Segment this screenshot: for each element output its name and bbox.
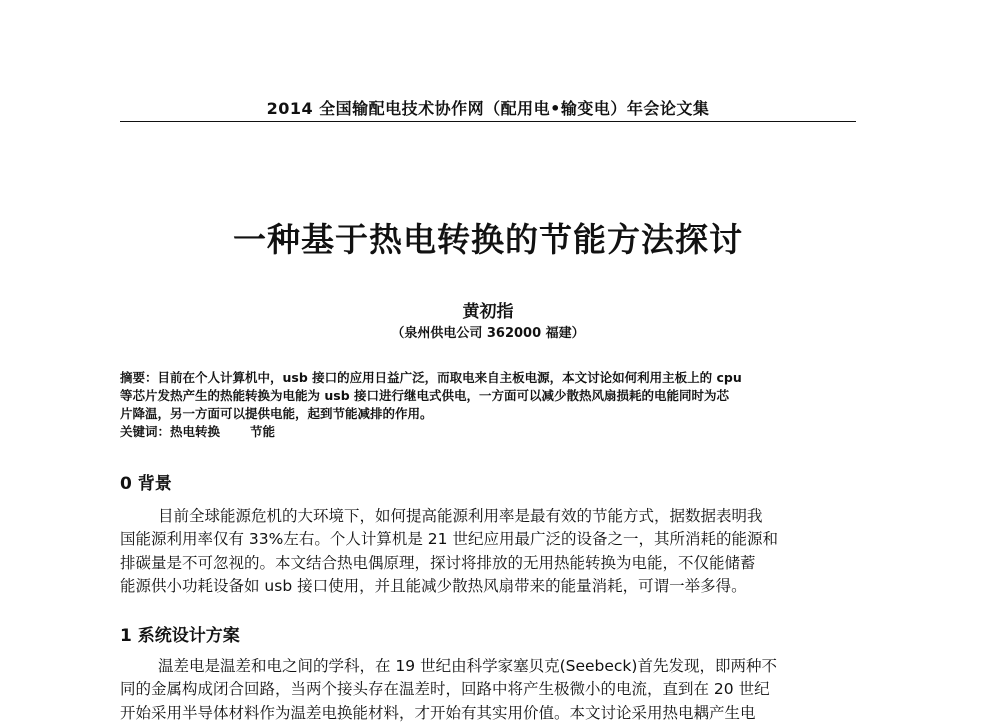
running-head: 2014 全国输配电技术协作网（配用电•输变电）年会论文集 xyxy=(266,99,710,118)
keyword: 节能 xyxy=(250,424,276,439)
body-line: 国能源利用率仅有 33%左右。个人计算机是 21 世纪应用最广泛的设备之一，其所消耗的能源和 xyxy=(120,530,778,549)
keyword: 热电转换 xyxy=(170,424,221,439)
section-body xyxy=(120,655,860,725)
keywords-label: 关键词： xyxy=(120,424,171,439)
body-line: 能源供小功耗设备如 usb 接口使用，并且能减少散热风扇带来的能量消耗，可谓一举多得。 xyxy=(120,576,747,595)
body-line: 排碳量是不可忽视的。本文结合热电偶原理，探讨将排放的无用热能转换为电能，不仅能储蓄 xyxy=(120,553,756,572)
header-rule xyxy=(120,121,856,122)
abstract-block xyxy=(120,369,860,441)
body-line: 开始采用半导体材料作为温差电换能材料，才开始有其实用价值。本文讨论采用热电耦产生电 xyxy=(120,703,756,722)
body-line: 同的金属构成闭合回路，当两个接头存在温差时，回路中将产生极微小的电流，直到在 20 世纪 xyxy=(120,680,770,699)
section-body xyxy=(120,505,860,598)
paper-title: 一种基于热电转换的节能方法探讨 xyxy=(233,220,743,259)
body-line: 温差电是温差和电之间的学科，在 19 世纪由科学家塞贝克(Seebeck)首先发现，即两种不 xyxy=(158,657,777,675)
section-heading: 0 背景 xyxy=(120,474,172,494)
keywords-line xyxy=(120,423,860,441)
abstract-line: 等芯片发热产生的热能转换为电能为 usb 接口进行继电式供电，一方面可以减少散热风扇损耗的电能同时为芯 xyxy=(120,388,729,403)
abstract-line: 片降温，另一方面可以提供电能，起到节能减排的作用。 xyxy=(120,406,433,421)
author-affiliation: （泉州供电公司 362000 福建） xyxy=(391,326,585,341)
author-name: 黄初指 xyxy=(462,302,514,322)
section-heading: 1 系统设计方案 xyxy=(120,626,240,646)
abstract-line: 摘要：目前在个人计算机中，usb 接口的应用日益广泛，而取电来自主板电源，本文讨论如何利用主板上的 cpu xyxy=(120,370,742,385)
body-line: 目前全球能源危机的大环境下，如何提高能源利用率是最有效的节能方式，据数据表明我 xyxy=(158,507,763,525)
